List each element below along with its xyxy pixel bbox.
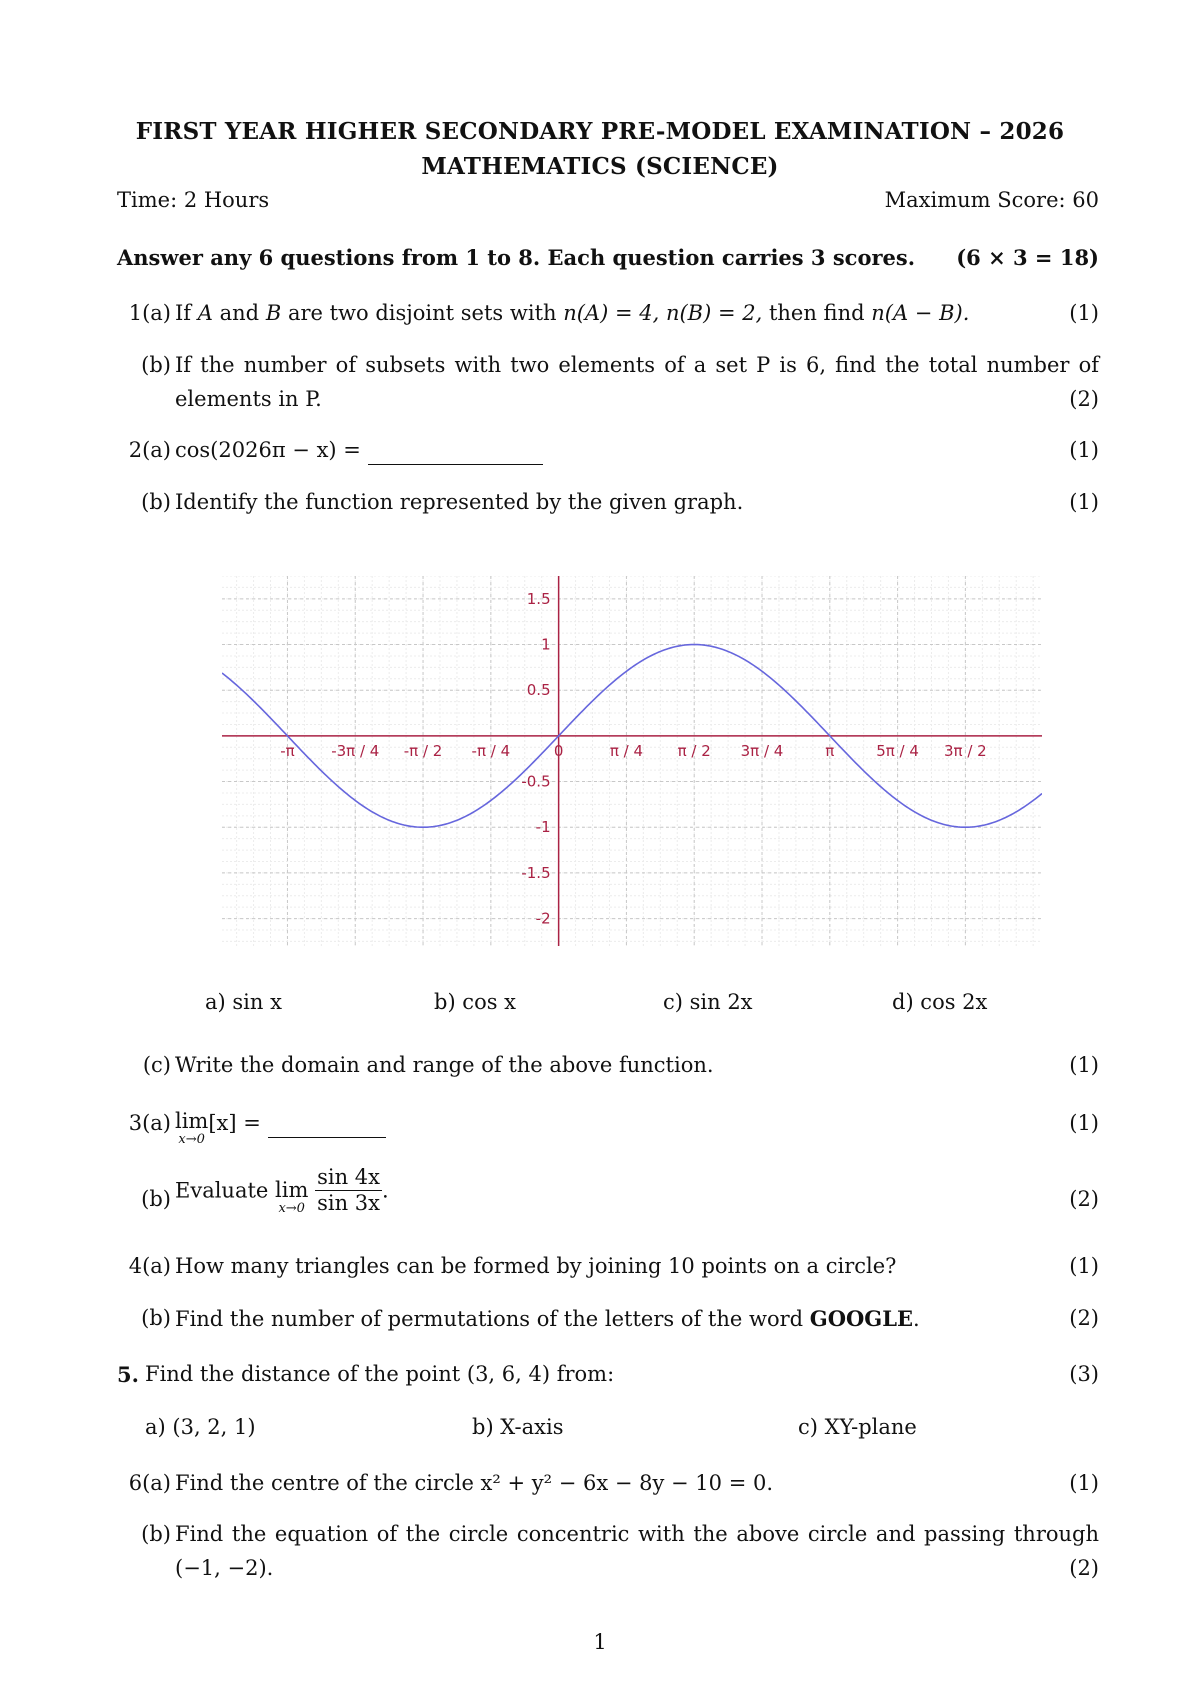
evaluate-word: Evaluate	[175, 1178, 269, 1203]
set-b: B	[265, 301, 282, 325]
answer-blank[interactable]	[368, 440, 543, 465]
q5-option-a: a) (3, 2, 1)	[145, 1415, 256, 1439]
score: (2)	[1069, 387, 1099, 411]
graph-grid	[222, 576, 1042, 946]
denominator: sin 3x	[317, 1191, 380, 1216]
question-1b	[117, 353, 1099, 413]
lim-text: lim	[275, 1178, 309, 1203]
question-label: 1(a)	[128, 301, 171, 325]
sine-graph	[222, 576, 1042, 946]
question-label: 2(a)	[128, 438, 171, 462]
score: (1)	[1069, 1111, 1099, 1135]
y-tick-label: 1.5	[526, 589, 551, 608]
question-text: How many triangles can be formed by joining 10 points on a circle?	[175, 1254, 897, 1278]
option-c: c) sin 2x	[663, 990, 753, 1014]
x-tick-label: -3π / 4	[331, 741, 380, 760]
graph-axes	[222, 576, 1042, 946]
question-text	[175, 1165, 1099, 1216]
q1a-mid: are two disjoint sets with	[287, 301, 557, 325]
x-tick-label: 3π / 4	[740, 741, 784, 760]
instruction-text: Answer any 6 questions from 1 to 8. Each question carries 3 scores.	[117, 245, 916, 270]
question-label: (b)	[141, 1522, 171, 1546]
question-6b	[117, 1522, 1099, 1582]
score: (1)	[1069, 1254, 1099, 1278]
score: (1)	[1069, 490, 1099, 514]
question-label: (b)	[141, 353, 171, 377]
question-text-line2: elements in P.	[175, 387, 322, 411]
option-b: b) cos x	[434, 990, 517, 1014]
x-tick-label: -π / 4	[471, 741, 511, 760]
y-tick-label: -1	[535, 818, 551, 837]
question-text: Find the centre of the circle x² + y² − 6x − 8y − 10 = 0.	[175, 1471, 774, 1495]
question-text-line2: (−1, −2).	[175, 1556, 274, 1580]
question-text: Identify the function represented by the given graph.	[175, 490, 744, 514]
x-tick-label: -π	[280, 741, 295, 760]
y-tick-label: -2	[535, 909, 551, 928]
x-tick-label: 0	[553, 741, 564, 760]
x-tick-labels	[280, 742, 987, 760]
option-d: d) cos 2x	[892, 990, 988, 1014]
score: (2)	[1069, 1306, 1099, 1330]
question-3a	[117, 1111, 1099, 1151]
word-google: GOOGLE	[809, 1306, 913, 1331]
y-tick-label: 1	[541, 635, 551, 654]
score: (2)	[1069, 1556, 1099, 1580]
question-label: 5.	[117, 1362, 139, 1387]
score: (1)	[1069, 1471, 1099, 1495]
q5-option-c: c) XY-plane	[798, 1415, 917, 1439]
answer-blank[interactable]	[268, 1113, 386, 1138]
score: (2)	[1069, 1187, 1099, 1211]
lim-subscript: x→0	[278, 1201, 305, 1217]
lim-text: lim	[175, 1109, 209, 1133]
question-label: (b)	[141, 1187, 171, 1211]
page-number: 1	[593, 1630, 607, 1654]
limit-operator	[275, 1180, 308, 1215]
question-text	[175, 438, 1099, 465]
x-tick-label: π	[825, 741, 835, 760]
y-tick-label: -1.5	[521, 863, 551, 882]
question-text	[175, 301, 1099, 325]
x-tick-label: 5π / 4	[876, 741, 919, 760]
question-label: 3(a)	[128, 1111, 171, 1135]
x-tick-label: -π / 2	[403, 741, 443, 760]
q1a-math1: n(A) = 4, n(B) = 2,	[563, 301, 763, 325]
max-score-label: Maximum Score: 60	[884, 188, 1099, 212]
question-text: Find the distance of the point (3, 6, 4) from:	[145, 1362, 615, 1386]
time-label: Time: 2 Hours	[117, 188, 270, 212]
instruction-marks: (6 × 3 = 18)	[956, 245, 1099, 270]
q5-option-b: b) X-axis	[472, 1415, 564, 1439]
score: (1)	[1069, 438, 1099, 462]
set-a: A	[197, 301, 213, 325]
question-text-line1: If the number of subsets with two elements of a set P is 6, find the total number of	[175, 353, 1099, 377]
question-text	[175, 1111, 1099, 1146]
x-tick-label: π / 2	[677, 741, 711, 760]
q2a-expression: cos(2026π − x) =	[175, 438, 361, 462]
question-label: 6(a)	[128, 1471, 171, 1495]
question-text-line1: Find the equation of the circle concentric with the above circle and passing through	[175, 1522, 1099, 1546]
question-text	[175, 1306, 1099, 1331]
q3a-expression: [x] =	[208, 1111, 261, 1135]
lim-subscript: x→0	[178, 1132, 205, 1147]
exam-title: FIRST YEAR HIGHER SECONDARY PRE-MODEL EXAMINATION – 2026	[135, 118, 1065, 145]
limit-operator	[175, 1111, 208, 1146]
score: (1)	[1069, 1053, 1099, 1077]
option-a: a) sin x	[205, 990, 282, 1014]
x-tick-label: 3π / 2	[944, 741, 987, 760]
score: (3)	[1069, 1362, 1099, 1386]
q1a-pre: If	[175, 301, 192, 325]
numerator: sin 4x	[315, 1165, 382, 1191]
q1a-then: then find	[768, 301, 865, 325]
x-tick-label: π / 4	[609, 741, 644, 760]
q1a-and: and	[219, 301, 260, 325]
period: .	[381, 1178, 389, 1203]
q4b-text: Find the number of permutations of the letters of the word	[175, 1307, 804, 1331]
subject-title: MATHEMATICS (SCIENCE)	[421, 153, 779, 180]
question-label: 4(a)	[128, 1254, 171, 1278]
question-text: Write the domain and range of the above function.	[175, 1053, 714, 1077]
q1a-math2: n(A − B).	[871, 301, 970, 325]
y-tick-label: 0.5	[526, 681, 551, 700]
question-label: (c)	[142, 1053, 171, 1077]
score: (1)	[1069, 301, 1099, 325]
question-label: (b)	[141, 490, 171, 514]
question-label: (b)	[141, 1306, 171, 1330]
fraction	[315, 1165, 382, 1216]
question-3b	[117, 1165, 1099, 1231]
period: .	[913, 1307, 920, 1331]
y-tick-label: -0.5	[521, 772, 551, 791]
